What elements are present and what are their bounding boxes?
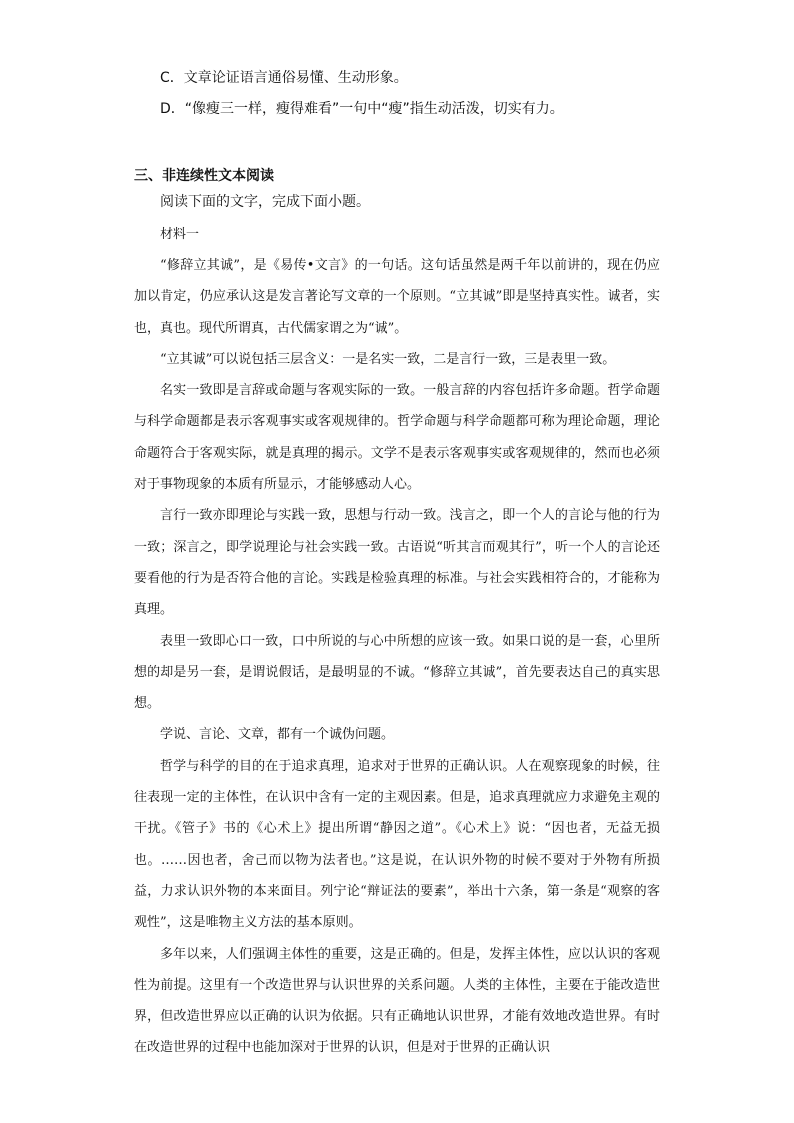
paragraph: 哲学与科学的目的在于追求真理，追求对于世界的正确认识。人在观察现象的时候，往往表现一定的主体性，在认识中含有一定的主观因素。但是，追求真理就应力求避免主观的干扰。《管子》书的《心术上》提出所谓“静因之道”。《心术上》说：“因也者，无益无损也。……因也者，舍己而以物为法者也。”这是说，在认识外物的时候不要对于外物有所损益，力求认识外物的本来面目。列宁论“辩证法的要素”，举出十六条，第一条是“观察的客观性”，这是唯物主义方法的基本原则。	[134, 758, 660, 931]
paragraph: 多年以来，人们强调主体性的重要，这是正确的。但是，发挥主体性，应以认识的客观性为前提。这里有一个改造世界与认识世界的关系问题。人类的主体性，主要在于能改造世界，但改造世界应以正确的认识为依据。只有正确地认识世界，才能有效地改造世界。有时在改造世界的过程中也能加深对于世界的认识，但是对于世界的正确认识	[134, 946, 660, 1056]
paragraph: 言行一致亦即理论与实践一致，思想与行动一致。浅言之，即一个人的言论与他的行为一致；深言之，即学说理论与社会实践一致。古语说“听其言而观其行”，听一个人的言论还要看他的行为是否符合他的言论。实践是检验真理的标准。与社会实践相符合的，才能称为真理。	[134, 508, 660, 618]
paragraph: 名实一致即是言辞或命题与客观实际的一致。一般言辞的内容包括许多命题。哲学命题与科学命题都是表示客观事实或客观规律的。哲学命题与科学命题都可称为理论命题，理论命题符合于客观实际，就是真理的揭示。文学不是表示客观事实或客观规律的，然而也必须对于事物现象的本质有所显示，才能够感动人心。	[134, 383, 660, 493]
reading-instruction: 阅读下面的文字，完成下面小题。	[160, 194, 370, 210]
paragraph: “修辞立其诚”，是《易传•文言》的一句话。这句话虽然是两千年以前讲的，现在仍应加以肯定，仍应承认这是发言著论写文章的一个原则。“立其诚”即是坚持真实性。诚者，实也，真也。现代所谓真，古代儒家谓之为“诚”。	[134, 258, 660, 336]
paragraph: “立其诚”可以说包括三层含义：一是名实一致，二是言行一致，三是表里一致。	[160, 351, 616, 367]
option-c: C．文章论证语言通俗易懂、生动形象。	[160, 70, 408, 86]
material-body	[134, 250, 660, 1064]
paragraph: 表里一致即心口一致，口中所说的与心中所想的应该一致。如果口说的是一套，心里所想的却是另一套，是谓说假话，是最明显的不诚。“修辞立其诚”，首先要表达自己的真实思想。	[134, 633, 660, 712]
material-label: 材料一	[160, 227, 200, 242]
section-title: 三、非连续性文本阅读	[134, 168, 274, 184]
option-d: D．“像瘦三一样，瘦得难看”一句中“瘦”指生动活泼，切实有力。	[160, 101, 564, 117]
paragraph: 学说、言论、文章，都有一个诚伪问题。	[160, 727, 395, 743]
